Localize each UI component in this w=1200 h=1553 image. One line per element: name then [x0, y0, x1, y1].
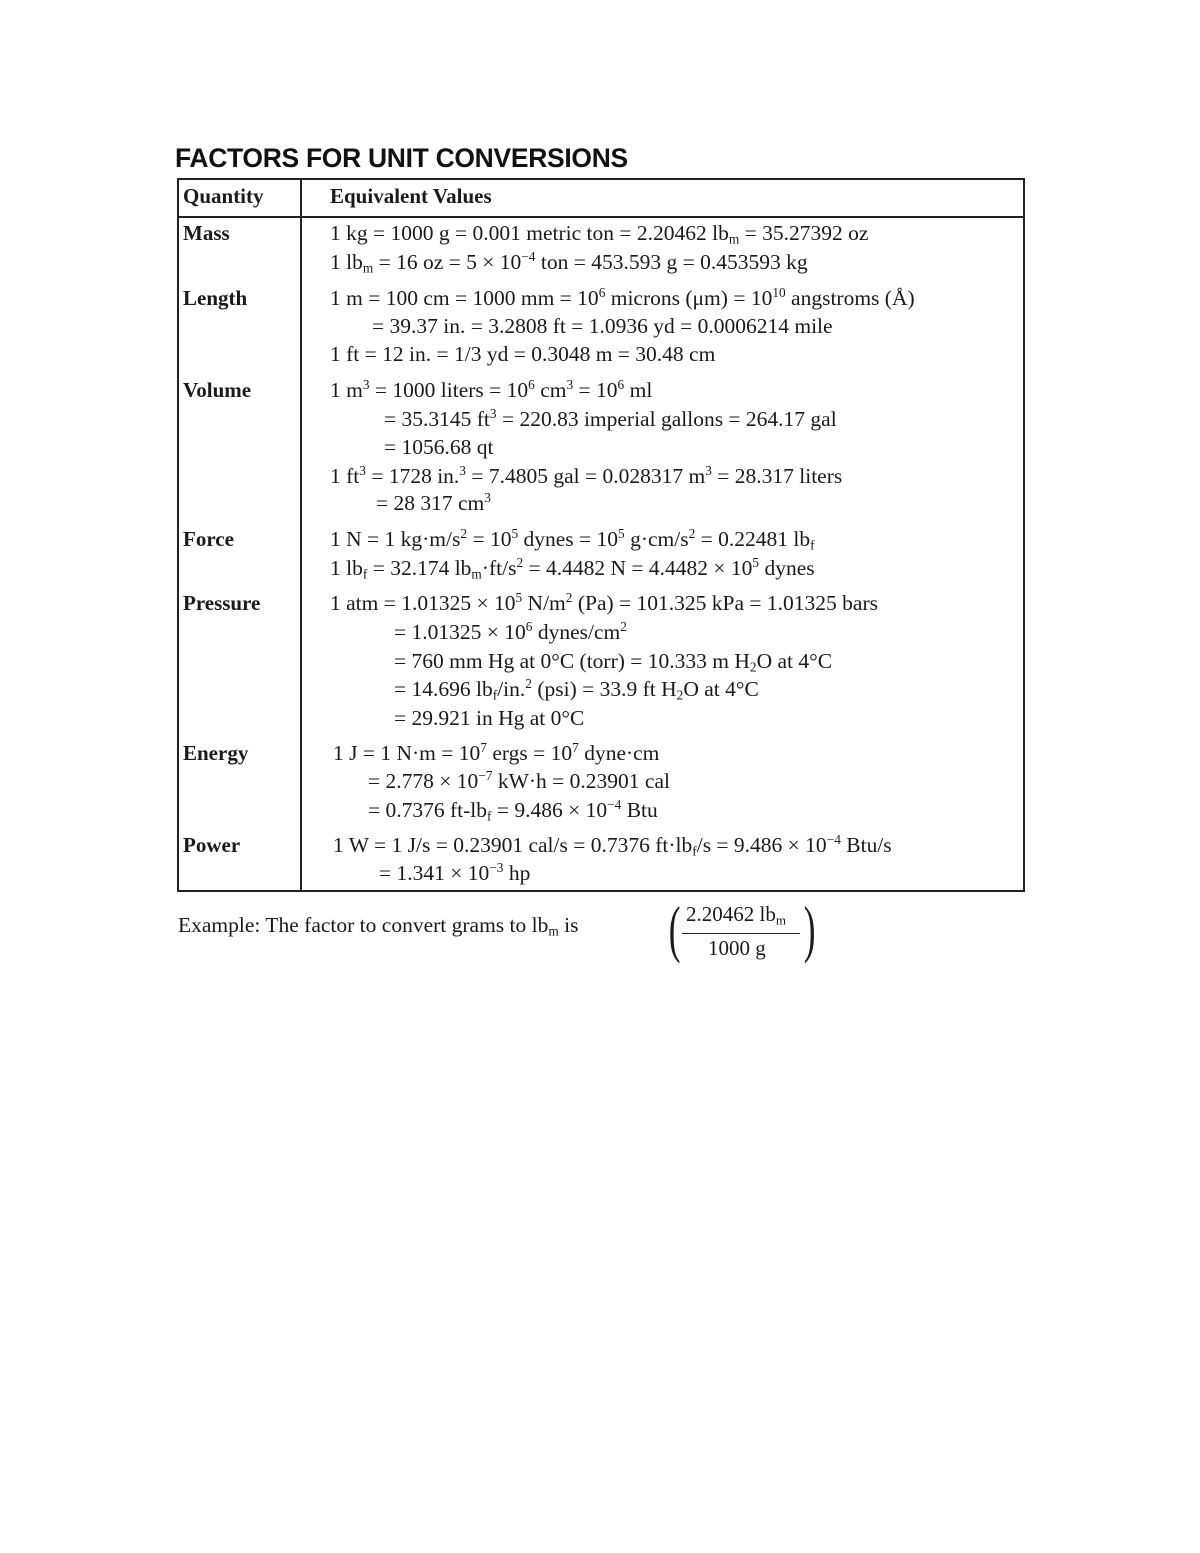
length-line-1: 1 m = 100 cm = 1000 mm = $10^6$ microns $(\mu m) = 10^{10}$ angstroms (Å) [330, 285, 915, 310]
volume-line-3: = 1056.68 qt [384, 435, 494, 459]
energy-line-3: = 0.7376 $ft-lb_f = 9.486 \times 10^{-4}$ Btu [368, 797, 658, 824]
volume-line-4: 1 $ft^3 = 1728$ in.$^3$ = 7.4805 gal = 0.028317 $m^3 = 28.317$ liters [330, 463, 843, 488]
volume-line-1: 1 $m^3 = 1000$ liters = $10^6$ $cm^3 = 10^6$ ml [330, 377, 653, 402]
quantity-volume: Volume [183, 378, 252, 402]
quantity-energy: Energy [183, 741, 249, 765]
page-title: FACTORS FOR UNIT CONVERSIONS [175, 143, 628, 173]
right-parenthesis: ) [803, 893, 816, 964]
left-parenthesis: ( [668, 893, 681, 964]
mass-line-2: 1 $lb_m = 16$ oz = $5 \times 10^{-4}$ ton = 453.593 g = 0.453593 kg [330, 249, 808, 276]
energy-line-2: = $2.778 \times 10^{-7}$ kW·h = 0.23901 cal [368, 768, 670, 793]
mass-line-1: 1 kg = 1000 g = 0.001 metric ton = 2.20462 $lb_m = 35.27392$ oz [330, 221, 869, 247]
column-divider [300, 180, 302, 890]
pressure-line-1: 1 atm = $1.01325 \times 10^5$ $N/m^2$ (Pa) = 101.325 kPa = 1.01325 bars [330, 590, 878, 615]
pressure-line-5: = 29.921 in Hg at 0°C [394, 706, 585, 730]
quantity-power: Power [183, 833, 241, 857]
example-fraction [668, 893, 816, 964]
quantity-force: Force [183, 527, 234, 551]
pressure-line-2: = $1.01325 \times 10^6$ dynes/$cm^2$ [394, 619, 627, 644]
power-line-1: 1 W = 1 J/s = 0.23901 cal/s = 0.7376 $ft\cdot lb_f/s = 9.486 \times 10^{-4}$ Btu/s [333, 832, 892, 859]
force-line-1: 1 N = 1 $kg\cdot m/s^2 = 10^5$ dynes = $10^5$ $g\cdot cm/s^2 = 0.22481$ $lb_f$ [330, 526, 815, 553]
quantity-pressure: Pressure [183, 591, 261, 615]
pressure-line-3: = 760 mm Hg at 0°C (torr) = 10.333 m $H_2O$ at 4°C [394, 649, 833, 675]
force-line-2: 1 $lb_f = 32.174$ $lb_m\cdot ft/s^2 = 4.4482$ $N = 4.4482 \times 10^5$ dynes [330, 555, 815, 582]
volume-line-5: = 28 317 $cm^3$ [376, 490, 491, 515]
length-line-3: 1 ft = 12 in. = 1/3 yd = 0.3048 m = 30.48 cm [330, 342, 716, 366]
pressure-line-4: = 14.696 $lb_f/in.^2$ (psi) = 33.9 ft $H_2O$ at 4°C [394, 676, 759, 703]
header-rule [179, 216, 1023, 218]
example-text: Example: The factor to convert grams to $lb_m$ is [178, 913, 579, 939]
fraction-bar [682, 933, 800, 934]
quantity-length: Length [183, 286, 248, 310]
header-quantity: Quantity [183, 184, 264, 208]
volume-line-2: = 35.3145 $ft^3 = 220.83$ imperial gallons = 264.17 gal [384, 406, 837, 431]
energy-line-1: 1 J = 1 $N\cdot m = 10^7$ ergs = $10^7$ dyne·cm [333, 740, 660, 765]
fraction-numerator: 2.20462 $lb_m$ [686, 902, 786, 928]
conversion-table [177, 178, 1025, 892]
quantity-mass: Mass [183, 221, 230, 245]
fraction-denominator: 1000 g [708, 936, 766, 960]
header-equivalent-values: Equivalent Values [330, 184, 492, 208]
power-line-2: = $1.341 \times 10^{-3}$ hp [379, 860, 531, 885]
length-line-2: = 39.37 in. = 3.2808 ft = 1.0936 yd = 0.0006214 mile [372, 314, 833, 338]
